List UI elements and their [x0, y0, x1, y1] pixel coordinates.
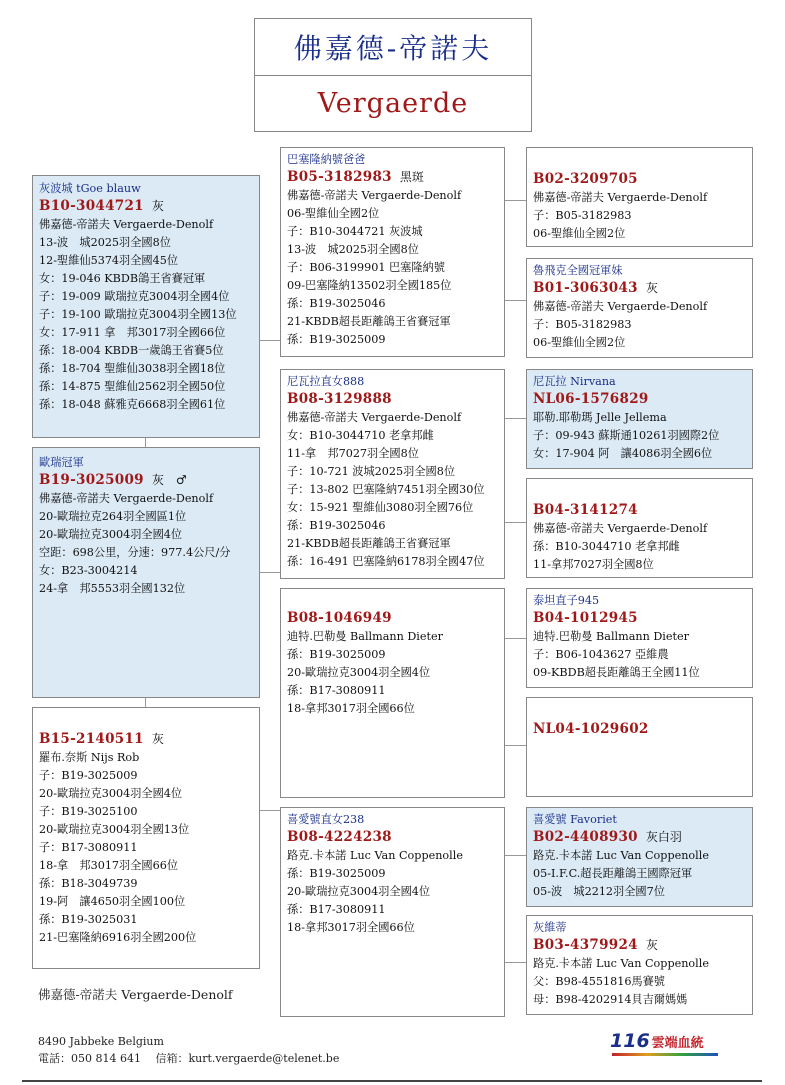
grandparent-ring-number: B08-4224238	[287, 829, 392, 845]
pedigree-line: 孫：B19-3025046	[287, 297, 386, 310]
pedigree-line: 孫：B17-3080911	[287, 684, 386, 697]
pedigree-line: 子：B19-3025009	[39, 769, 138, 782]
pedigree-line: 20-歐瑞拉克3004羽全國4位	[39, 787, 183, 800]
pedigree-line: 18-拿 邦3017羽全國66位	[39, 859, 179, 872]
pedigree-line: 佛嘉德-帝諾夫 Vergaerde-Denolf	[533, 300, 708, 313]
pedigree-line: 21-巴塞隆納6916羽全國200位	[39, 931, 197, 944]
pedigree-line: 子：B06-3199901 巴塞隆納號	[287, 261, 445, 274]
connector	[504, 300, 526, 301]
pedigree-line: 子：19-100 歐瑞拉克3004羽全國13位	[39, 308, 237, 321]
great-grandparent-card	[526, 807, 753, 907]
connector	[504, 745, 526, 746]
pedigree-line: 佛嘉德-帝諾夫 Vergaerde-Denolf	[39, 218, 214, 231]
pedigree-line: 女：B10-3044710 老拿邦雌	[287, 429, 434, 442]
pedigree-line: 06-聖維仙全國2位	[287, 207, 380, 220]
pedigree-line: 子：19-009 歐瑞拉克3004羽全國4位	[39, 290, 230, 303]
great-grandparent-color: 灰	[645, 281, 658, 295]
pedigree-line: 13-波 城2025羽全國8位	[39, 236, 171, 249]
connector	[504, 200, 526, 201]
great-grandparent-card	[526, 147, 753, 247]
connector	[259, 572, 280, 573]
logo-text: 雲端血統	[651, 1036, 704, 1051]
pedigree-line: 孫：B19-3025031	[39, 913, 138, 926]
pedigree-line: 佛嘉德-帝諾夫 Vergaerde-Denolf	[533, 191, 708, 204]
pedigree-line: 子：10-721 波城2025羽全國8位	[287, 465, 456, 478]
pedigree-line: 路克.卡本諾 Luc Van Coppenolle	[533, 957, 709, 970]
pedigree-line: 20-歐瑞拉克3004羽全國4位	[287, 666, 431, 679]
great-grandparent-card	[526, 478, 753, 578]
pedigree-line: 子：B05-3182983	[533, 209, 632, 222]
logo-number: 116	[610, 1030, 650, 1052]
great-grandparent-nickname: 喜愛號 Favoriet	[533, 813, 617, 826]
great-grandparent-nickname: 尼瓦拉 Nirvana	[533, 375, 616, 388]
pedigree-line: 06-聖維仙全國2位	[533, 227, 626, 240]
pedigree-line: 21-KBDB超長距離鴿王省賽冠軍	[287, 315, 451, 328]
pedigree-line: 06-聖維仙全國2位	[533, 336, 626, 349]
sire-nickname: 歐瑞冠軍	[39, 456, 84, 469]
great-grandparent-ring-number: B02-4408930	[533, 829, 638, 845]
pedigree-line: 13-波 城2025羽全國8位	[287, 243, 419, 256]
pedigree-line: 女：19-046 KBDB鴿王省賽冠軍	[39, 272, 206, 285]
subject-color: 灰	[151, 199, 164, 213]
great-grandparent-ring-number: NL04-1029602	[533, 721, 649, 737]
pedigree-line: 空距：698公里，分速：977.4公尺/分	[39, 546, 231, 559]
connector	[145, 437, 146, 447]
pedigree-line: 子：B06-1043627 亞維農	[533, 648, 669, 661]
grandparent-ring-number: B05-3182983	[287, 169, 392, 185]
pedigree-line: 佛嘉德-帝諾夫 Vergaerde-Denolf	[287, 411, 462, 424]
granddam-maternal-card	[280, 807, 505, 1017]
bottom-divider	[22, 1080, 762, 1082]
pedigree-line: 21-KBDB超長距離鴿王省賽冠軍	[287, 537, 451, 550]
pedigree-line: 11-拿 邦7027羽全國8位	[287, 447, 419, 460]
subject-pigeon-card	[32, 175, 260, 438]
pedigree-line: 女：17-911 拿 邦3017羽全國66位	[39, 326, 226, 339]
grandparent-ring-number: B08-3129888	[287, 391, 392, 407]
grandparent-color: 黑斑	[399, 170, 424, 184]
great-grandparent-nickname: 泰坦直子945	[533, 594, 600, 607]
pedigree-line: 19-阿 讓4650羽全國100位	[39, 895, 186, 908]
breeder-address: 8490 Jabbeke Belgium	[38, 1035, 164, 1048]
sire-card	[32, 447, 260, 698]
great-grandparent-card	[526, 258, 753, 358]
pedigree-line: 20-歐瑞拉克3004羽全國4位	[287, 885, 431, 898]
grandparent-nickname: 尼瓦拉直女888	[287, 375, 365, 388]
pedigree-line: 孫：B17-3080911	[287, 903, 386, 916]
pedigree-line: 路克.卡本諾 Luc Van Coppenolle	[287, 849, 463, 862]
pedigree-line: 子：B17-3080911	[39, 841, 138, 854]
grandparent-ring-number: B08-1046949	[287, 610, 392, 626]
pedigree-line: 孫：18-048 蘇雅克6668羽全國61位	[39, 398, 226, 411]
pedigree-line: 父：B98-4551816馬賽號	[533, 975, 665, 988]
pedigree-line: 20-歐瑞拉克264羽全國區1位	[39, 510, 187, 523]
connector	[504, 418, 526, 419]
pedigree-line: 09-KBDB超長距離鴿王全國11位	[533, 666, 700, 679]
pedigree-line: 05-波 城2212羽全國7位	[533, 885, 665, 898]
subject-ring-number: B10-3044721	[39, 198, 144, 214]
grandparent-nickname: 巴塞隆納號爸爸	[287, 153, 366, 166]
connector	[145, 697, 146, 707]
connector	[504, 855, 526, 856]
great-grandparent-ring-number: B02-3209705	[533, 171, 638, 187]
pedigree-line: 孫：B19-3025009	[287, 867, 386, 880]
connector	[259, 340, 280, 341]
title-box	[254, 18, 532, 132]
great-grandparent-ring-number: B01-3063043	[533, 280, 638, 296]
great-grandparent-color: 灰	[645, 938, 658, 952]
connector	[504, 638, 526, 639]
dam-color: 灰	[151, 732, 164, 746]
great-grandparent-ring-number: NL06-1576829	[533, 391, 649, 407]
pedigree-line: 05-I.F.C.超長距離鴿王國際冠軍	[533, 867, 693, 880]
great-grandparent-card	[526, 915, 753, 1015]
connector	[504, 962, 526, 963]
grandparent-nickname: 喜愛號直女238	[287, 813, 365, 826]
great-grandparent-color: 灰白羽	[645, 830, 682, 844]
pedigree-line: 孫：14-875 聖維仙2562羽全國50位	[39, 380, 226, 393]
grandsire-paternal-card	[280, 147, 505, 357]
pedigree-line: 女：17-904 阿 讓4086羽全國6位	[533, 447, 713, 460]
pedigree-line: 子：09-943 蘇斯通10261羽國際2位	[533, 429, 720, 442]
logo-underline	[612, 1053, 718, 1056]
pedigree-line: 子：B19-3025100	[39, 805, 138, 818]
subject-nickname: 灰波城 tGoe blauw	[39, 182, 141, 195]
pedigree-line: 子：B10-3044721 灰波城	[287, 225, 423, 238]
pedigree-line: 20-歐瑞拉克3004羽全國13位	[39, 823, 190, 836]
great-grandparent-nickname: 灰維蒂	[533, 921, 567, 934]
connector	[259, 810, 280, 811]
breeder-contact	[38, 1033, 339, 1067]
granddam-paternal-card	[280, 369, 505, 579]
sire-ring-number: B19-3025009	[39, 472, 144, 488]
pedigree-line: 迪特.巴勒曼 Ballmann Dieter	[287, 630, 443, 643]
great-grandparent-card	[526, 588, 753, 688]
breeder-name: 佛嘉德-帝諾夫 Vergaerde-Denolf	[38, 987, 233, 1002]
sire-color: 灰 ♂	[151, 473, 187, 487]
pedigree-line: 迪特.巴勒曼 Ballmann Dieter	[533, 630, 689, 643]
title-english: Vergaerde	[317, 88, 469, 119]
pedigree-line: 24-拿 邦5553羽全國132位	[39, 582, 186, 595]
pedigree-line: 子：13-802 巴塞隆納7451羽全國30位	[287, 483, 485, 496]
pedigree-line: 20-歐瑞拉克3004羽全國4位	[39, 528, 183, 541]
pedigree-line: 孫：B19-3025009	[287, 333, 386, 346]
dam-card	[32, 707, 260, 969]
great-grandparent-ring-number: B04-1012945	[533, 610, 638, 626]
pedigree-line: 孫：18-004 KBDB一歲鴿王省賽5位	[39, 344, 224, 357]
pedigree-line: 佛嘉德-帝諾夫 Vergaerde-Denolf	[287, 189, 462, 202]
pedigree-line: 孫：B18-3049739	[39, 877, 138, 890]
pedigree-line: 孫：18-704 聖維仙3038羽全國18位	[39, 362, 226, 375]
pedigree-line: 09-巴塞隆納13502羽全國185位	[287, 279, 452, 292]
breeder-phone-email: 電話：050 814 641 信箱：kurt.vergaerde@telenet.be	[38, 1052, 340, 1065]
great-grandparent-card	[526, 369, 753, 469]
pedigree-line: 佛嘉德-帝諾夫 Vergaerde-Denolf	[39, 492, 214, 505]
pedigree-line: 耶勒.耶勒瑪 Jelle Jellema	[533, 411, 667, 424]
great-grandparent-ring-number: B04-3141274	[533, 502, 638, 518]
pedigree-line: 母：B98-4202914貝吉爾媽媽	[533, 993, 688, 1006]
pedigree-line: 路克.卡本諾 Luc Van Coppenolle	[533, 849, 709, 862]
pedigree-line: 12-聖維仙5374羽全國45位	[39, 254, 179, 267]
pedigree-line: 子：B05-3182983	[533, 318, 632, 331]
pedigree-line: 18-拿邦3017羽全國66位	[287, 702, 415, 715]
pedigree-line: 孫：B10-3044710 老拿邦雌	[533, 540, 680, 553]
title-chinese: 佛嘉德-帝諾夫	[255, 19, 531, 76]
pedigree-line: 女：15-921 聖維仙3080羽全國76位	[287, 501, 474, 514]
great-grandparent-nickname: 魯飛克全國冠軍妹	[533, 264, 623, 277]
pedigree-line: 11-拿邦7027羽全國8位	[533, 558, 654, 571]
pedigree-line: 孫：16-491 巴塞隆納6178羽全國47位	[287, 555, 485, 568]
pedigree-line: 女：B23-3004214	[39, 564, 138, 577]
connector	[504, 522, 526, 523]
pedigree-line: 孫：B19-3025046	[287, 519, 386, 532]
pedigree-line: 孫：B19-3025009	[287, 648, 386, 661]
pedigree-line: 佛嘉德-帝諾夫 Vergaerde-Denolf	[533, 522, 708, 535]
great-grandparent-card	[526, 697, 753, 797]
pedigree-line: 羅布.奈斯 Nijs Rob	[39, 751, 140, 764]
dam-ring-number: B15-2140511	[39, 731, 144, 747]
great-grandparent-ring-number: B03-4379924	[533, 937, 638, 953]
pedigree-line: 18-拿邦3017羽全國66位	[287, 921, 415, 934]
grandsire-maternal-card	[280, 588, 505, 798]
